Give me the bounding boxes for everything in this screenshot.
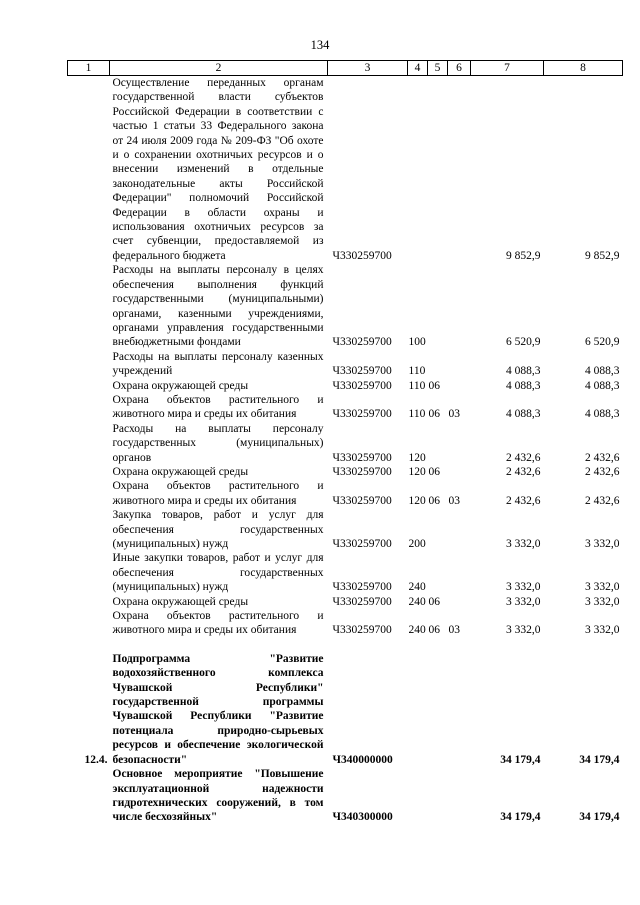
budget-table — [67, 60, 623, 825]
table-row — [68, 422, 623, 465]
amount-col8: 4 088,3 — [585, 408, 620, 421]
row-description: Охрана окружающей среды — [112, 465, 249, 478]
row-description: Охрана объектов растительного и животного мира и среды их обитания — [112, 480, 324, 507]
row-number: 12.4. — [84, 753, 108, 766]
amount-col8: 4 088,3 — [585, 365, 620, 378]
row-description: Расходы на выплаты персоналу государственных (муниципальных) органов — [112, 422, 324, 464]
row-description: Расходы на выплаты персоналу в целях обеспечения выполнения функций государственными (муниципальными) органами, казенными учреждениями, органами управления государственными внебюджетными фондами — [112, 264, 324, 349]
table-row — [68, 393, 623, 422]
section-code — [428, 767, 448, 825]
column-number-header — [68, 61, 623, 76]
table-row — [68, 767, 623, 825]
table-row — [68, 652, 623, 767]
row-number — [68, 393, 110, 422]
amount-col7: 34 179,4 — [500, 811, 541, 824]
subsection-code: 03 — [448, 408, 460, 421]
row-description: Расходы на выплаты персоналу казенных учреждений — [112, 350, 324, 378]
row-description: Закупка товаров, работ и услуг для обеспечения государственных (муниципальных) нужд — [112, 509, 324, 550]
table-row — [68, 508, 623, 551]
target-article-code: Ч330259700 — [332, 336, 392, 349]
target-article-code: Ч340000000 — [332, 753, 393, 766]
target-article-code: Ч340300000 — [332, 811, 393, 824]
table-row — [68, 350, 623, 379]
target-article-code: Ч330259700 — [332, 538, 392, 550]
subsection-code — [448, 551, 471, 594]
header-cell: 2 — [110, 61, 328, 76]
amount-col7: 4 088,3 — [506, 408, 541, 421]
amount-col8: 3 332,0 — [585, 624, 620, 637]
row-number — [68, 767, 110, 825]
table-row — [68, 551, 623, 594]
amount-col8: 4 088,3 — [585, 379, 620, 392]
section-code — [428, 263, 448, 349]
amount-col7: 2 432,6 — [506, 465, 541, 478]
target-article-code: Ч330259700 — [332, 494, 392, 507]
expense-type-code: 110 — [408, 379, 426, 392]
expense-type-code: 240 — [408, 624, 426, 637]
section-code: 06 — [428, 379, 440, 392]
row-description: Иные закупки товаров, работ и услуг для обеспечения государственных (муниципальных) нужд — [112, 552, 324, 594]
target-article-code: Ч330259700 — [332, 581, 392, 594]
row-number — [68, 422, 110, 465]
spacer-cell — [68, 638, 623, 652]
subsection-code — [448, 379, 471, 393]
amount-col7: 4 088,3 — [506, 365, 541, 378]
expense-type-code: 120 — [408, 451, 426, 464]
table-row — [68, 465, 623, 479]
target-article-code: Ч330259700 — [332, 379, 392, 392]
row-description: Осуществление переданных органам государственной власти субъектов Российской Федерации в соответствии с частью 1 статьи 33 Федерального закона от 24 июля 2009 года № 209-ФЗ "Об охоте и о сохранении охотничьих ресурсов и о внесении изменений в отдельные законодательные акты Российской Федерации" полномочий Российской Федерации в области охраны и использования охотничьих ресурсов за счет субвенции, предоставляемой из федерального бюджета — [112, 77, 324, 262]
subsection-code — [448, 422, 471, 465]
spacer-row — [68, 638, 623, 652]
table-row — [68, 379, 623, 393]
table-row — [68, 76, 623, 264]
expense-type-code: 120 — [408, 494, 426, 507]
section-code — [428, 551, 448, 594]
target-article-code: Ч330259700 — [332, 595, 392, 608]
target-article-code: Ч330259700 — [332, 451, 392, 464]
row-number — [68, 551, 110, 594]
amount-col8: 2 432,6 — [585, 451, 620, 464]
section-code: 06 — [428, 624, 440, 637]
expense-type-code: 240 — [408, 581, 426, 594]
amount-col8: 3 332,0 — [585, 538, 620, 550]
table-row — [68, 609, 623, 638]
amount-col7: 4 088,3 — [506, 379, 541, 392]
section-code: 06 — [428, 408, 440, 421]
subsection-code — [448, 508, 471, 551]
row-number — [68, 263, 110, 349]
section-code: 06 — [428, 465, 440, 478]
row-number — [68, 609, 110, 638]
subsection-code: 03 — [448, 624, 460, 637]
table-row — [68, 263, 623, 349]
section-code — [428, 76, 448, 264]
target-article-code: Ч330259700 — [332, 408, 392, 421]
subsection-code — [448, 652, 471, 767]
amount-col8: 9 852,9 — [585, 249, 620, 262]
subsection-code — [448, 465, 471, 479]
expense-type-code: 120 — [408, 465, 426, 478]
row-number — [68, 595, 110, 609]
target-article-code: Ч330259700 — [332, 465, 392, 478]
subsection-code — [448, 263, 471, 349]
expense-type-code: 110 — [408, 408, 426, 421]
amount-col7: 9 852,9 — [506, 249, 541, 262]
target-article-code: Ч330259700 — [332, 365, 392, 378]
row-description: Охрана объектов растительного и животного мира и среды их обитания — [112, 393, 324, 421]
section-code — [428, 422, 448, 465]
expense-type-code — [408, 767, 428, 825]
target-article-code: Ч330259700 — [332, 249, 392, 262]
amount-col7: 3 332,0 — [506, 595, 541, 608]
target-article-code: Ч330259700 — [332, 624, 392, 637]
header-cell: 3 — [328, 61, 408, 76]
header-cell: 6 — [448, 61, 471, 76]
amount-col7: 6 520,9 — [506, 336, 541, 349]
amount-col8: 3 332,0 — [585, 581, 620, 594]
amount-col7: 3 332,0 — [506, 624, 541, 637]
row-number — [68, 350, 110, 379]
section-code — [428, 350, 448, 379]
amount-col8: 6 520,9 — [585, 336, 620, 349]
subsection-code — [448, 595, 471, 609]
header-cell: 1 — [68, 61, 110, 76]
row-description: Охрана окружающей среды — [112, 595, 249, 608]
row-description: Охрана окружающей среды — [112, 379, 249, 392]
row-description: Основное мероприятие "Повышение эксплуатационной надежности гидротехнических сооружений, в том числе бесхозяйных" — [112, 768, 324, 824]
amount-col7: 2 432,6 — [506, 494, 541, 507]
subsection-code — [448, 350, 471, 379]
row-number — [68, 76, 110, 264]
amount-col7: 34 179,4 — [500, 753, 541, 766]
expense-type-code: 200 — [408, 538, 426, 550]
amount-col7: 3 332,0 — [506, 538, 541, 550]
row-description: Охрана объектов растительного и животного мира и среды их обитания — [112, 610, 324, 637]
subsection-code — [448, 76, 471, 264]
row-number — [68, 465, 110, 479]
header-cell: 5 — [428, 61, 448, 76]
section-code: 06 — [428, 494, 440, 507]
row-number — [68, 479, 110, 508]
amount-col8: 34 179,4 — [579, 753, 620, 766]
page-number: 134 — [310, 38, 330, 52]
expense-type-code — [408, 652, 428, 767]
header-cell: 7 — [471, 61, 544, 76]
row-description: Подпрограмма "Развитие водохозяйственного комплекса Чувашской Республики" государственной программы Чувашской Республики "Развитие потенциала природно-сырьевых ресурсов и обеспечение экологической безопасности" — [112, 652, 324, 766]
section-code — [428, 652, 448, 767]
table-body — [68, 76, 623, 825]
subsection-code — [448, 767, 471, 825]
header-cell: 4 — [408, 61, 428, 76]
table-row — [68, 479, 623, 508]
section-code — [428, 508, 448, 551]
amount-col8: 2 432,6 — [585, 465, 620, 478]
amount-col7: 2 432,6 — [506, 451, 541, 464]
expense-type-code — [408, 76, 428, 264]
row-number — [68, 379, 110, 393]
expense-type-code: 240 — [408, 595, 426, 608]
row-number — [68, 508, 110, 551]
expense-type-code: 110 — [408, 365, 426, 378]
amount-col8: 3 332,0 — [585, 595, 620, 608]
expense-type-code: 100 — [408, 336, 426, 349]
subsection-code: 03 — [448, 494, 460, 507]
amount-col7: 3 332,0 — [506, 581, 541, 594]
table-row — [68, 595, 623, 609]
section-code: 06 — [428, 595, 440, 608]
amount-col8: 34 179,4 — [579, 811, 620, 824]
header-cell: 8 — [544, 61, 623, 76]
amount-col8: 2 432,6 — [585, 494, 620, 507]
